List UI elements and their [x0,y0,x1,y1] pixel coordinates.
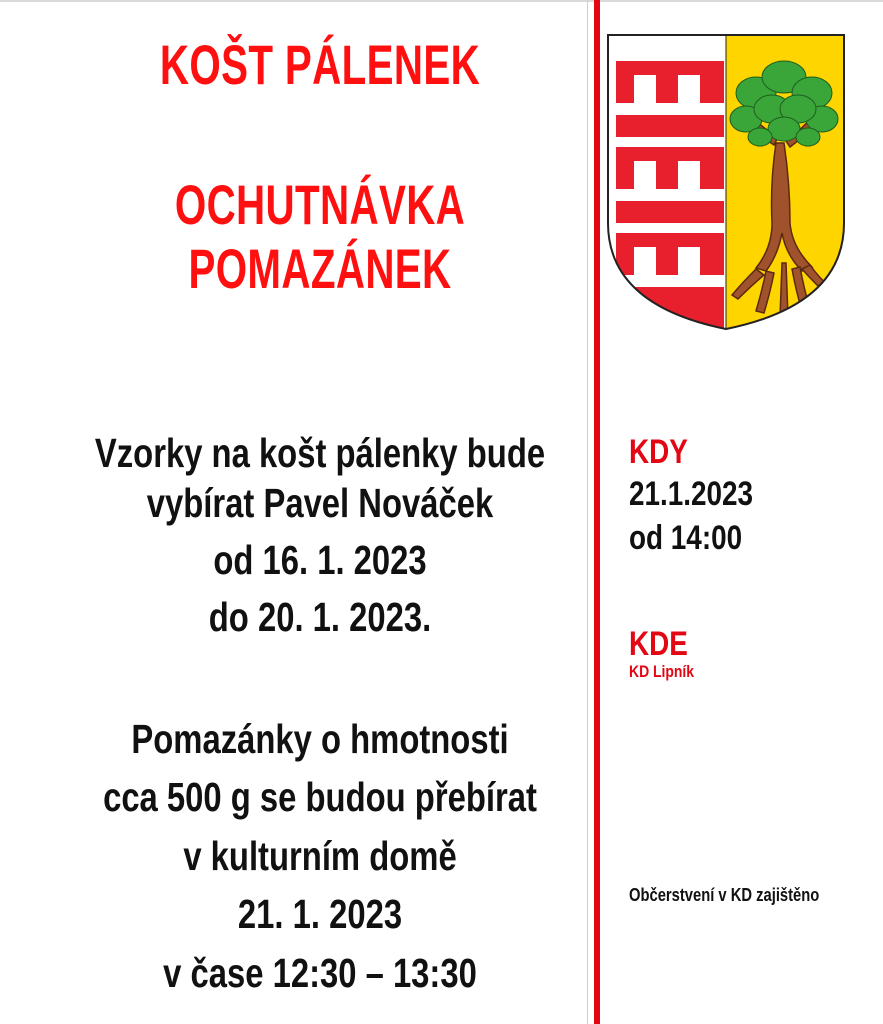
samples-date-to: do 20. 1. 2023. [208,594,432,640]
when-time: od 14:00 [629,519,743,557]
when-label: KDY [629,433,688,471]
coat-of-arms-icon [606,33,846,331]
spreads-line-2: cca 500 g se budou přebírat [103,774,537,820]
title-kost-palenek: KOŠT PÁLENEK [159,33,481,96]
when-date: 21.1.2023 [629,475,754,513]
where-label: KDE [629,625,688,663]
column-divider-thin [587,0,588,1024]
title-ochutnavka: OCHUTNÁVKA [174,173,466,236]
samples-line-2: vybírat Pavel Nováček [146,480,494,526]
spreads-line-1: Pomazánky o hmotnosti [131,716,509,762]
title-pomazanek: POMAZÁNEK [188,237,452,300]
column-divider-red [594,0,600,1024]
spreads-line-3: v kulturním domě [183,833,457,879]
refreshments-note: Občerstvení v KD zajištěno [629,885,820,905]
samples-line-1: Vzorky na košt pálenky bude [94,430,546,476]
spreads-date: 21. 1. 2023 [237,891,403,937]
samples-date-from: od 16. 1. 2023 [213,537,427,583]
where-value: KD Lipník [629,662,695,681]
right-column [602,0,883,1024]
spreads-time: v čase 12:30 – 13:30 [163,950,477,996]
